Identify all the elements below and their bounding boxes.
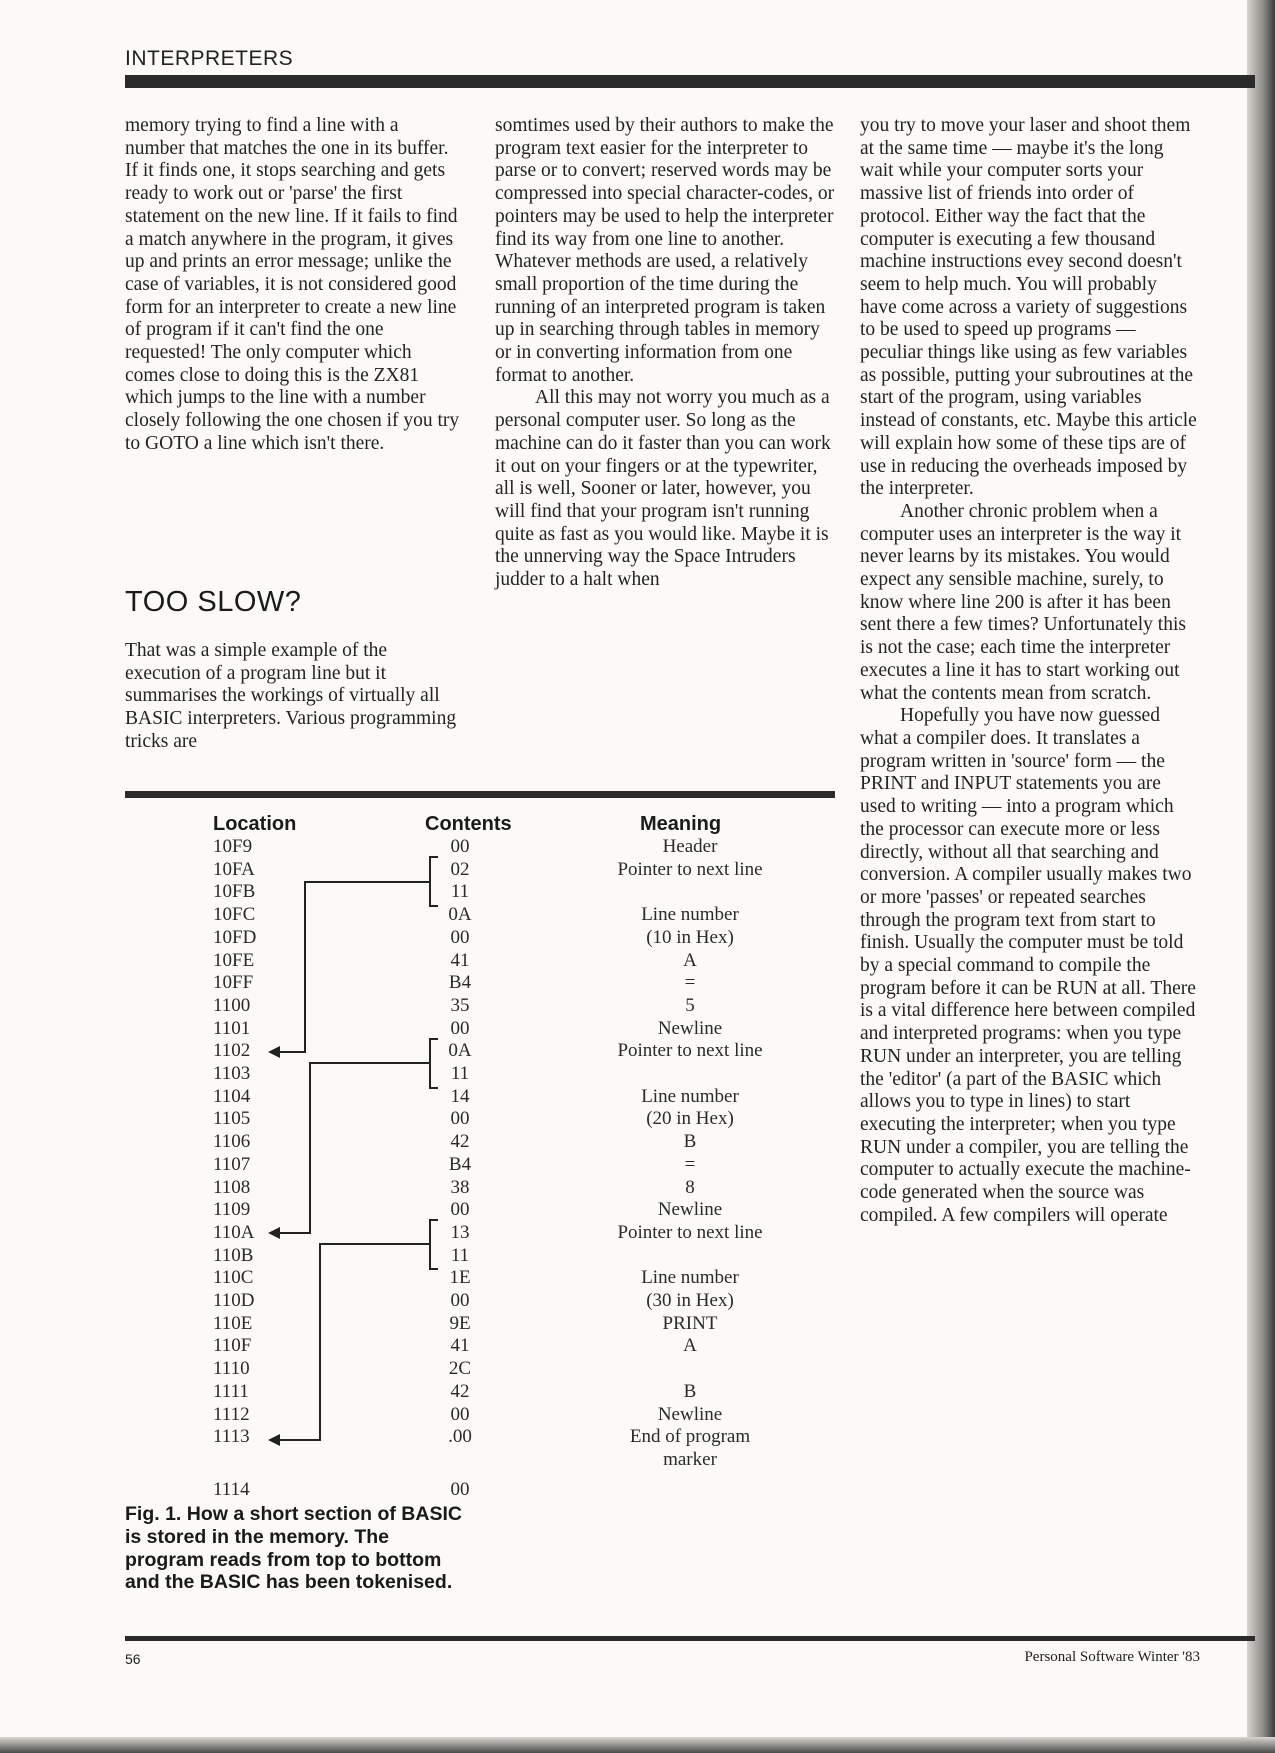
location-cell: 1114: [213, 1478, 250, 1500]
meaning-cell: B: [683, 1380, 697, 1402]
meaning-cell: Newline: [657, 1199, 723, 1221]
location-cell: 1109: [213, 1199, 251, 1221]
location-cell: 1110: [213, 1358, 250, 1380]
meaning-cell: Header: [662, 836, 718, 857]
location-header: Location: [213, 813, 297, 835]
contents-cell: 00: [450, 1478, 470, 1500]
contents-cell: 13: [450, 1221, 470, 1243]
meaning-cell: Line number: [641, 904, 739, 926]
contents-cell: 00: [450, 836, 470, 857]
paragraph: Hopefully you have now guessed what a compiler does. It translates a program written in 'source' form — the PRINT and INPUT statements you are used to writing — into a program which the processor can execute more or less directly, without all that searching and conversion. A compiler usually makes two or more 'passes' or repeated searches through the program text from start to finish. Usually the computer must be told by a special command to compile the program before it can be RUN at all. There is a vital difference here between compiled and interpreted programs: when you type RUN under an interpreter, you are telling the 'editor' (a part of the BASIC which allows you to type in lines) to start executing the interpreter; when you type RUN under a compiler, you are telling the computer to actually execute the machine-code generated when the source was compiled. A few compilers will operate: [860, 705, 1196, 1226]
contents-cell: 1E: [449, 1267, 471, 1289]
contents-cell: B4: [448, 972, 472, 994]
footer-rule: [125, 1636, 1255, 1641]
contents-cell: 00: [450, 926, 470, 948]
meaning-cell: Newline: [657, 1403, 723, 1425]
location-cell: 1102: [213, 1040, 251, 1062]
location-cell: 10FE: [213, 949, 255, 971]
contents-cell: 00: [450, 1199, 470, 1221]
meaning-cell: (10 in Hex): [646, 926, 734, 948]
location-cell: 110B: [213, 1244, 254, 1266]
contents-cell: 11: [450, 1244, 470, 1266]
contents-cell: 00: [450, 1403, 470, 1425]
meaning-cell: A: [683, 949, 697, 971]
contents-cell: 14: [450, 1085, 470, 1107]
contents-cell: 42: [450, 1131, 470, 1153]
contents-cell: 00: [450, 1108, 470, 1130]
meaning-cell: PRINT: [662, 1312, 718, 1334]
meaning-cell: Line number: [641, 1085, 739, 1107]
contents-cell: 11: [450, 881, 470, 903]
location-cell: 1112: [213, 1403, 250, 1425]
meaning-cell: =: [684, 1153, 696, 1175]
location-cell: 1107: [213, 1153, 251, 1175]
location-cell: 1104: [213, 1085, 251, 1107]
arrow-head: [268, 1434, 280, 1446]
meaning-cell: 8: [685, 1176, 695, 1198]
contents-cell: 0A: [448, 904, 472, 926]
location-cell: 110D: [213, 1290, 255, 1311]
contents-cell: 9E: [449, 1312, 471, 1334]
pointer-line: [276, 1063, 430, 1233]
meaning-cell: Pointer to next line: [617, 1221, 763, 1243]
paragraph: somtimes used by their authors to make the program text easier for the interpreter to parse or to convert; reserved words may be compressed into special character-codes, or pointers may be used to help the interpreter find its way from one line to another. Whatever methods are used, a relatively small proportion of the time during the running of an interpreted program is taken up in searching through tables in memory or in converting information from one format to another.: [495, 115, 835, 386]
location-cell: 110C: [213, 1267, 254, 1289]
contents-cell: 42: [450, 1380, 470, 1402]
contents-cell: 00: [450, 1290, 470, 1311]
publication-name: Personal Software Winter '83: [1024, 1649, 1200, 1665]
pointer-bracket: [430, 857, 438, 906]
contents-cell: 11: [450, 1063, 470, 1084]
pointer-line: [276, 882, 430, 1052]
contents-cell: 35: [450, 994, 470, 1016]
section-label: INTERPRETERS: [125, 47, 294, 70]
meaning-header: Meaning: [640, 813, 722, 835]
location-cell: 1108: [213, 1176, 251, 1198]
location-cell: 1101: [213, 1017, 251, 1039]
meaning-cell: A: [683, 1335, 697, 1357]
meaning-cell: 5: [685, 994, 695, 1016]
location-cell: 10FB: [213, 881, 256, 903]
paragraph: All this may not worry you much as a personal computer user. So long as the machine can do it faster than you can work it out on your fingers or at the typewriter, all is well, Sooner or later, however, you will find that your program isn't running quite as fast as you would like. Maybe it is the unnerving way the Space Intruders judder to a halt when: [495, 387, 831, 591]
meaning-cell: Pointer to next line: [617, 858, 763, 880]
meaning-cell: Newline: [657, 1017, 723, 1039]
meaning-cell: =: [684, 972, 696, 994]
location-cell: 110E: [213, 1312, 253, 1334]
contents-cell: B4: [448, 1153, 472, 1175]
section-heading: TOO SLOW?: [125, 586, 302, 618]
paragraph: Another chronic problem when a computer uses an interpreter is the way it never learns by its mistakes. You would expect any sensible machine, surely, to know where line 200 is after it has been sent there a few times? Unfortunately this is not the case; each time the interpreter executes a line it has to start working out what the contents mean from scratch.: [860, 500, 1186, 704]
meaning-cell: Pointer to next line: [617, 1040, 763, 1062]
location-cell: 10FA: [213, 858, 255, 880]
location-cell: 10FF: [213, 972, 254, 994]
meaning-cell: (20 in Hex): [646, 1108, 734, 1130]
location-cell: 1105: [213, 1108, 251, 1130]
page-number: 56: [125, 1651, 141, 1667]
location-cell: 10F9: [213, 836, 253, 857]
meaning-cell: Line number: [641, 1267, 739, 1289]
contents-cell: 41: [450, 1335, 470, 1357]
paragraph: That was a simple example of the execution of a program line but it summarises the workings of virtually all BASIC interpreters. Various programming tricks are: [125, 640, 457, 752]
meaning-cell: marker: [663, 1448, 717, 1470]
meaning-cell: B: [683, 1131, 697, 1153]
contents-cell: 00: [450, 1017, 470, 1039]
pointer-bracket: [430, 1220, 438, 1269]
location-cell: 1111: [213, 1380, 249, 1402]
location-cell: 1100: [213, 994, 251, 1016]
arrow-head: [268, 1046, 280, 1058]
paragraph: memory trying to find a line with a number that matches the one in its buffer. If it finds one, it stops searching and gets ready to work out or 'parse' the first statement on the new line. If it fails to find a match anywhere in the program, it gives up and prints an error message; unlike the case of variables, it is not considered good form for an interpreter to create a new line of program if it can't find the one requested! The only computer which comes close to doing this is the ZX81 which jumps to the line with a number closely following the one chosen if you try to GOTO a line which isn't there.: [125, 115, 460, 454]
contents-header: Contents: [425, 813, 512, 835]
contents-cell: 2C: [448, 1358, 472, 1380]
arrow-head: [268, 1227, 280, 1239]
contents-cell: 38: [450, 1176, 470, 1198]
location-cell: 10FC: [213, 904, 256, 926]
pointer-bracket: [430, 1039, 438, 1088]
location-cell: 10FD: [213, 926, 257, 948]
pointer-line: [276, 1244, 430, 1440]
location-cell: 110F: [213, 1335, 252, 1357]
contents-cell: 41: [450, 949, 470, 971]
figure-caption: Fig. 1. How a short section of BASIC is stored in the memory. The program reads from top to bottom and the BASIC has been tokenised.: [125, 1503, 462, 1594]
contents-cell: 02: [450, 858, 470, 880]
paragraph: you try to move your laser and shoot them at the same time — maybe it's the long wait while your computer sorts your massive list of friends into order of protocol. Either way the fact that the computer is executing a few thousand machine instructions evey second doesn't seem to help much. You will probably have come across a variety of suggestions to be used to speed up programs — peculiar things like using as few variables as possible, putting your subroutines at the start of the program, using variables instead of constants, etc. Maybe this article will explain how some of these tips are of use in reducing the overheads imposed by the interpreter.: [860, 115, 1197, 500]
location-cell: 110A: [213, 1221, 255, 1243]
location-cell: 1113: [213, 1426, 250, 1448]
meaning-cell: (30 in Hex): [646, 1290, 734, 1311]
location-cell: 1106: [213, 1131, 251, 1153]
meaning-cell: End of program: [629, 1426, 751, 1448]
contents-cell: 0A: [448, 1040, 472, 1062]
contents-cell: .00: [448, 1426, 472, 1448]
location-cell: 1103: [213, 1063, 251, 1084]
